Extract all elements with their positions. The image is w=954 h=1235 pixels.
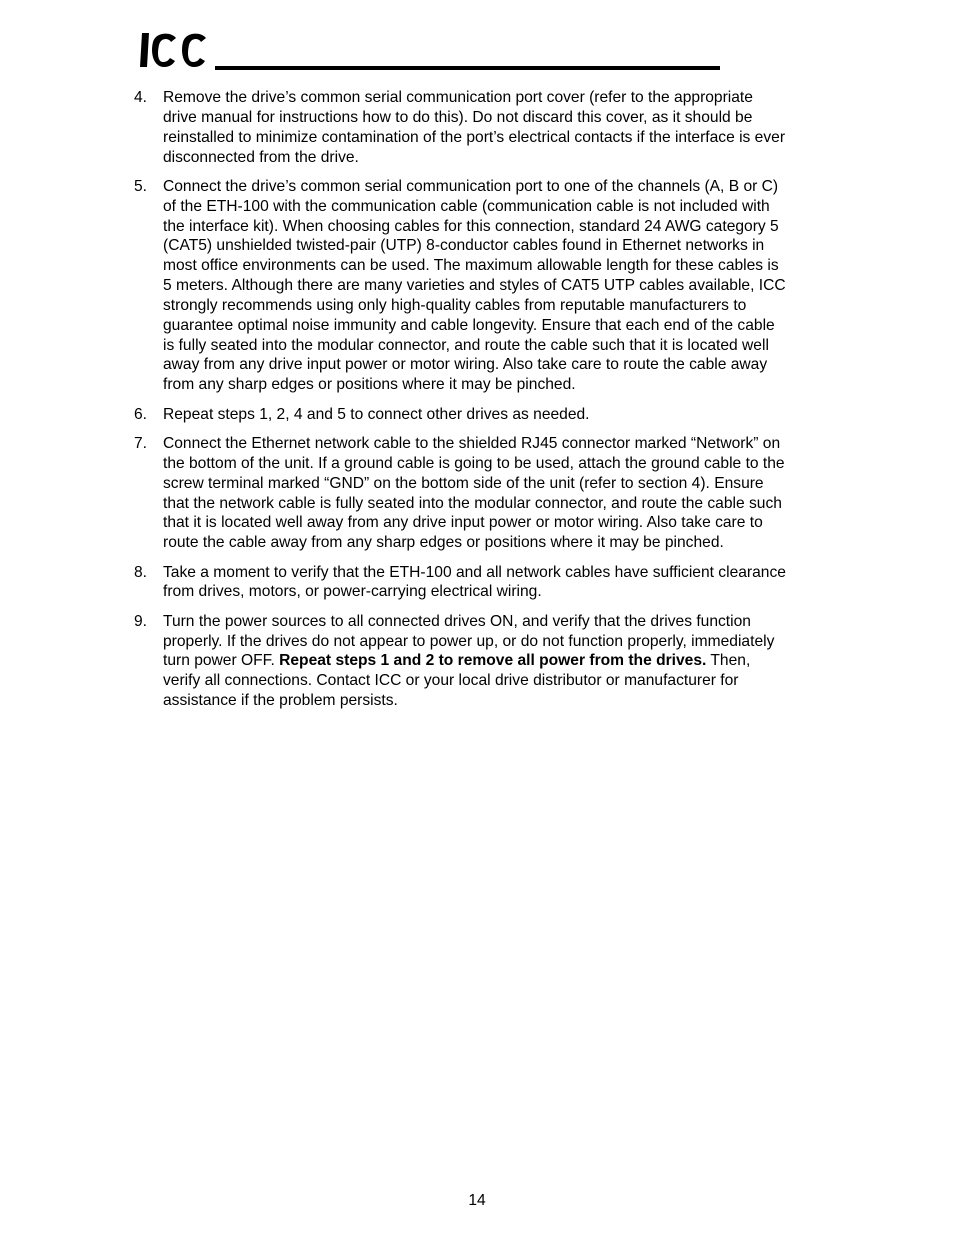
step-warning-bold: Repeat steps 1 and 2 to remove all power from the drives. — [279, 652, 707, 670]
header-rule — [215, 66, 720, 70]
step-text: Take a moment to verify that the ETH-100 and all network cables have sufficient clearance from drives, motors, or power-carrying electrical wiring. — [163, 563, 786, 601]
step-text: Repeat steps 1, 2, 4 and 5 to connect other drives as needed. — [163, 405, 590, 423]
installation-steps — [134, 88, 786, 720]
icc-logo — [138, 30, 210, 70]
step-5 — [134, 177, 786, 395]
step-4 — [134, 88, 786, 167]
step-number: 6. — [134, 405, 148, 423]
step-text-end: Then, verify all connections. Contact ICC or your local drive distributor or manufacturer for assistance if the problem persists. — [163, 652, 751, 710]
step-8 — [134, 563, 786, 603]
step-6 — [134, 405, 786, 425]
step-number: 9. — [134, 612, 148, 630]
step-text: Connect the Ethernet network cable to the shielded RJ45 connector marked “Network” on the bottom of the unit. If a ground cable is going to be used, attach the ground cable to the screw terminal marked “GND” on the bottom side of the unit (refer to section 4). Ensure that the network cable is fully seated into the modular connector, and route the cable such that it is located well away from any drive input power or motor wiring. Also take care to route the cable away from any sharp edges or positions where it may be pinched. — [163, 435, 785, 552]
step-number: 7. — [134, 435, 148, 452]
page-header — [138, 28, 720, 72]
step-text: Connect the drive’s common serial communication port to one of the channels (A, B or C) of the ETH-100 with the communication cable (communication cable is not included with the interface kit). When choosing cables for this connection, standard 24 AWG category 5 (CAT5) unshielded twisted-pair (UTP) 8-conductor cables found in Ethernet networks in most office environments can be used. The maximum allowable length for these cables is 5 meters. Although there are many varieties and styles of CAT5 UTP cables available, ICC strongly recommends using only high-quality cables from reputable manufacturers to guarantee optimal noise immunity and cable longevity. Ensure that each end of the cable is fully seated into the modular connector, and route the cable such that it is located well away from any drive input power or motor wiring. Also take care to route the cable away from any sharp edges or positions where it may be pinched. — [163, 177, 786, 394]
step-7 — [134, 434, 786, 553]
step-number: 8. — [134, 563, 148, 581]
step-9 — [134, 612, 786, 711]
step-number: 4. — [134, 89, 148, 106]
step-text: Remove the drive’s common serial communication port cover (refer to the appropriate drive manual for instructions how to do this). Do not discard this cover, as it should be reinstalled to minimize contamination of the port’s electrical contacts if the interface is ever disconnected from the drive. — [163, 89, 786, 166]
step-text — [163, 612, 786, 711]
step-number: 5. — [134, 177, 148, 195]
page-number: 14 — [468, 1192, 486, 1209]
step-text-start: Turn the power sources to all connected drives ON, and verify that the drives function properly. If the drives do not appear to power up, or do not function properly, immediately turn power OFF. — [163, 612, 775, 670]
